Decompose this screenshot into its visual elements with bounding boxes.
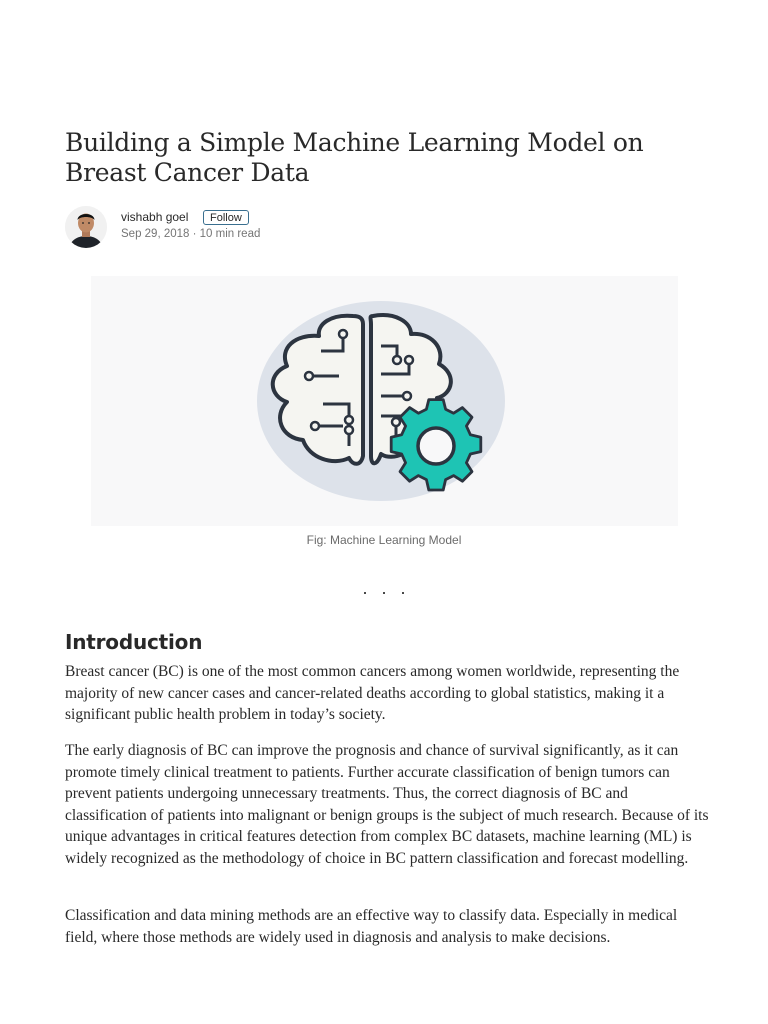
section-separator: ... [362,578,420,598]
author-block [65,206,465,248]
author-name[interactable]: vishabh goel [121,210,189,224]
post-meta: Sep 29, 2018 · 10 min read [121,228,261,240]
avatar[interactable] [65,206,107,248]
brain-gear-icon [91,276,678,526]
paragraph: Breast cancer (BC) is one of the most common cancers among women worldwide, representing the majority of new cancer cases and cancer-related deaths according to global statistics, making it a significant public health problem in today’s society. [65,663,680,723]
follow-button[interactable]: Follow [203,210,249,225]
avatar-icon [65,206,107,248]
figure-caption: Fig: Machine Learning Model [306,533,462,547]
article-figure [91,276,678,526]
article-title: Building a Simple Machine Learning Model on Breast Cancer Data [65,128,644,187]
paragraph: The early diagnosis of BC can improve the prognosis and chance of survival significantly, as it can promote timely clinical treatment to patients. Further accurate classification of benign tumors can prevent patients undergoing unnecessary treatments. Thus, the correct diagnosis of BC and classification of patients into malignant or benign groups is the subject of much research. Because of its unique advantages in critical features detection from complex BC datasets, machine learning (ML) is widely recognized as the methodology of choice in BC pattern classification and forecast modelling. [65,742,709,867]
paragraph: Classification and data mining methods are an effective way to classify data. Especially in medical field, where those methods are widely used in diagnosis and analysis to make decisions. [65,907,678,946]
section-heading-introduction: Introduction [65,630,203,654]
